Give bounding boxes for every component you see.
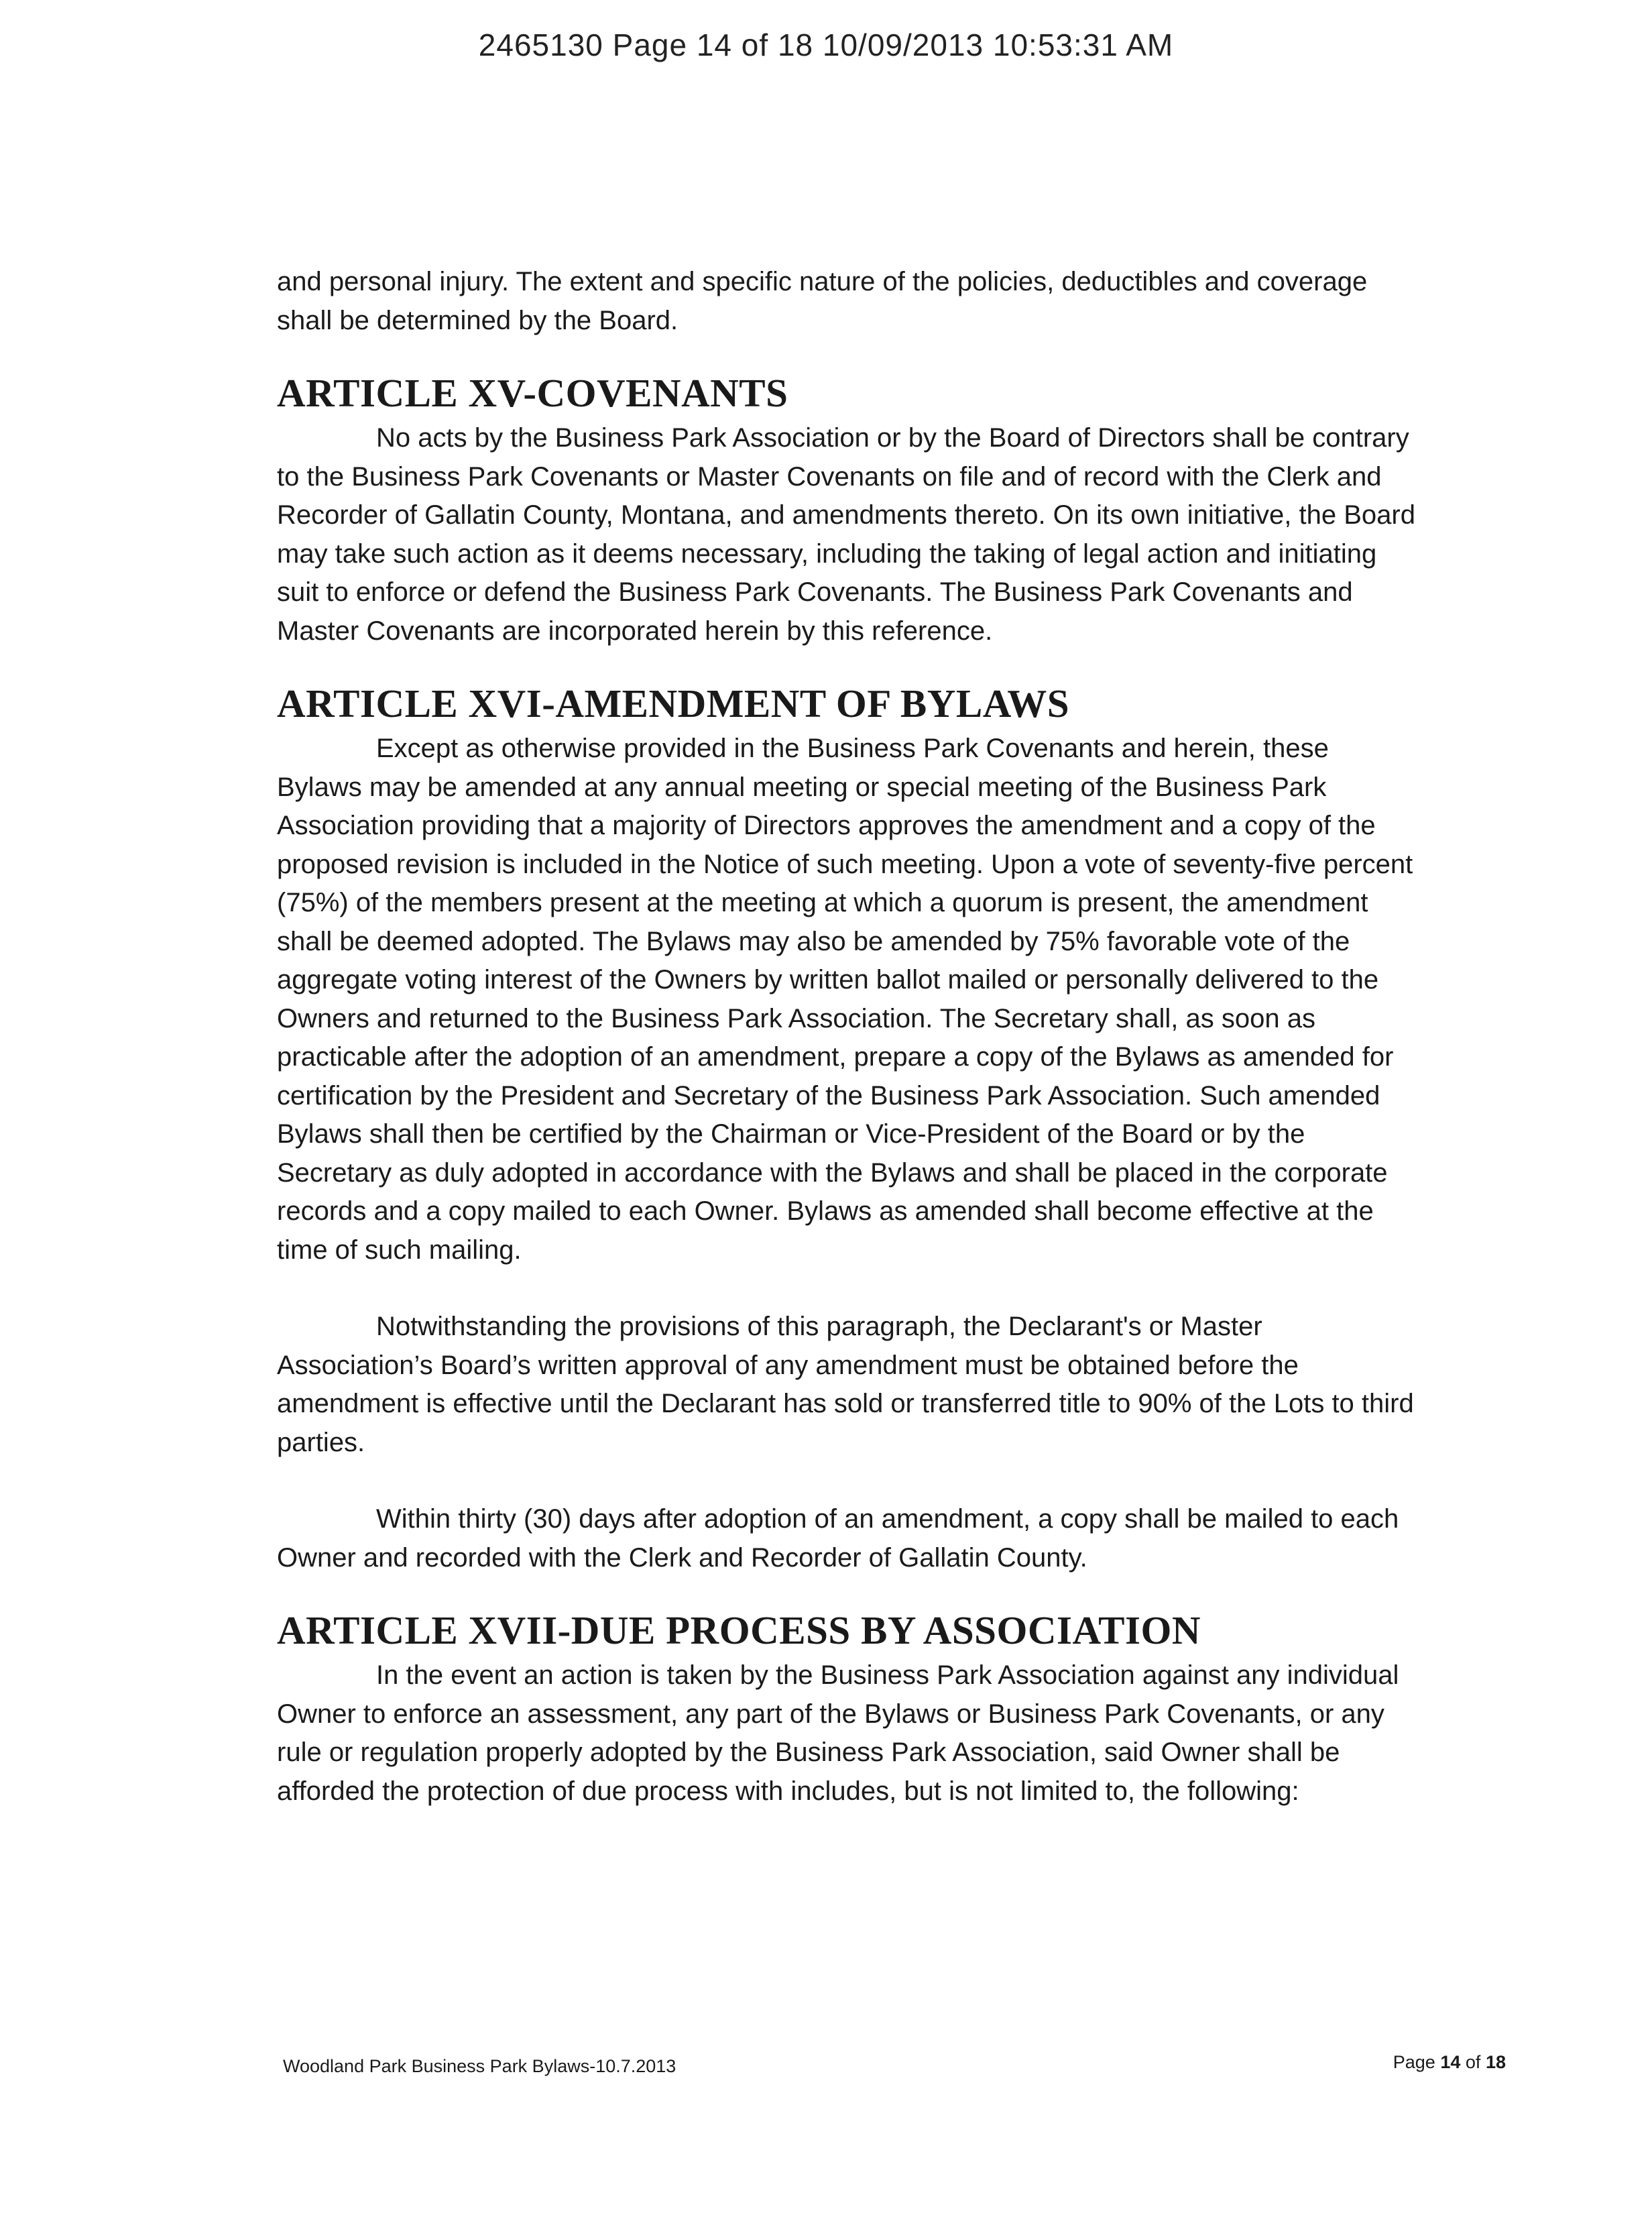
recording-stamp: 2465130 Page 14 of 18 10/09/2013 10:53:31 AM	[478, 27, 1174, 62]
article-xvi-paragraph-3: Within thirty (30) days after adoption of an amendment, a copy shall be mailed to each Owner and recorded with the Clerk and Recorder of Gallatin County.	[277, 1504, 1399, 1573]
article-xvii-paragraph: In the event an action is taken by the Business Park Association against any individual Owner to enforce an assessment, any part of the Bylaws or Business Park Covenants, or any rule or regulation properly adopted by the Business Park Association, said Owner shall be afforded the protection of due process with includes, but is not limited to, the following:	[277, 1660, 1399, 1806]
article-xv-heading: ARTICLE XV-COVENANTS	[277, 371, 788, 415]
page-current: 14	[1440, 2052, 1461, 2072]
footer-page-number	[1393, 2052, 1506, 2073]
article-xvi-heading: ARTICLE XVI-AMENDMENT OF BYLAWS	[277, 681, 1070, 726]
article-xvi-paragraph-2: Notwithstanding the provisions of this paragraph, the Declarant's or Master Association’s Board’s written approval of any amendment must be obtained before the amendment is effective until the Declarant has sold or transferred title to 90% of the Lots to third parties.	[277, 1312, 1414, 1457]
article-xvi-paragraph-1: Except as otherwise provided in the Business Park Covenants and herein, these Bylaws may be amended at any annual meeting or special meeting of the Business Park Association providing that a majority of Directors approves the amendment and a copy of the proposed revision is included in the Notice of such meeting. Upon a vote of seventy-five percent (75%) of the members present at the meeting at which a quorum is present, the amendment shall be deemed adopted. The Bylaws may also be amended by 75% favorable vote of the aggregate voting interest of the Owners by written ballot mailed or personally delivered to the Owners and returned to the Business Park Association. The Secretary shall, as soon as practicable after the adoption of an amendment, prepare a copy of the Bylaws as amended for certification by the President and Secretary of the Business Park Association. Such amended Bylaws shall then be certified by the Chairman or Vice-President of the Board or by the Secretary as duly adopted in accordance with the Bylaws and shall be placed in the corporate records and a copy mailed to each Owner. Bylaws as amended shall become effective at the time of such mailing.	[277, 734, 1413, 1265]
page-total: 18	[1485, 2052, 1506, 2072]
article-xvii-heading: ARTICLE XVII-DUE PROCESS BY ASSOCIATION	[277, 1608, 1201, 1652]
page-prefix: Page	[1393, 2052, 1435, 2072]
footer-document-title: Woodland Park Business Park Bylaws-10.7.2013	[283, 2056, 676, 2076]
page-of: of	[1465, 2052, 1481, 2072]
intro-paragraph: and personal injury. The extent and specific nature of the policies, deductibles and coverage shall be determined by the Board.	[277, 267, 1368, 335]
article-xv-paragraph: No acts by the Business Park Association or by the Board of Directors shall be contrary to the Business Park Covenants or Master Covenants on file and of record with the Clerk and Recorder of Gallatin County, Montana, and amendments thereto. On its own initiative, the Board may take such action as it deems necessary, including the taking of legal action and initiating suit to enforce or defend the Business Park Covenants. The Business Park Covenants and Master Covenants are incorporated herein by this reference.	[277, 423, 1415, 646]
document-body	[277, 263, 1417, 1811]
